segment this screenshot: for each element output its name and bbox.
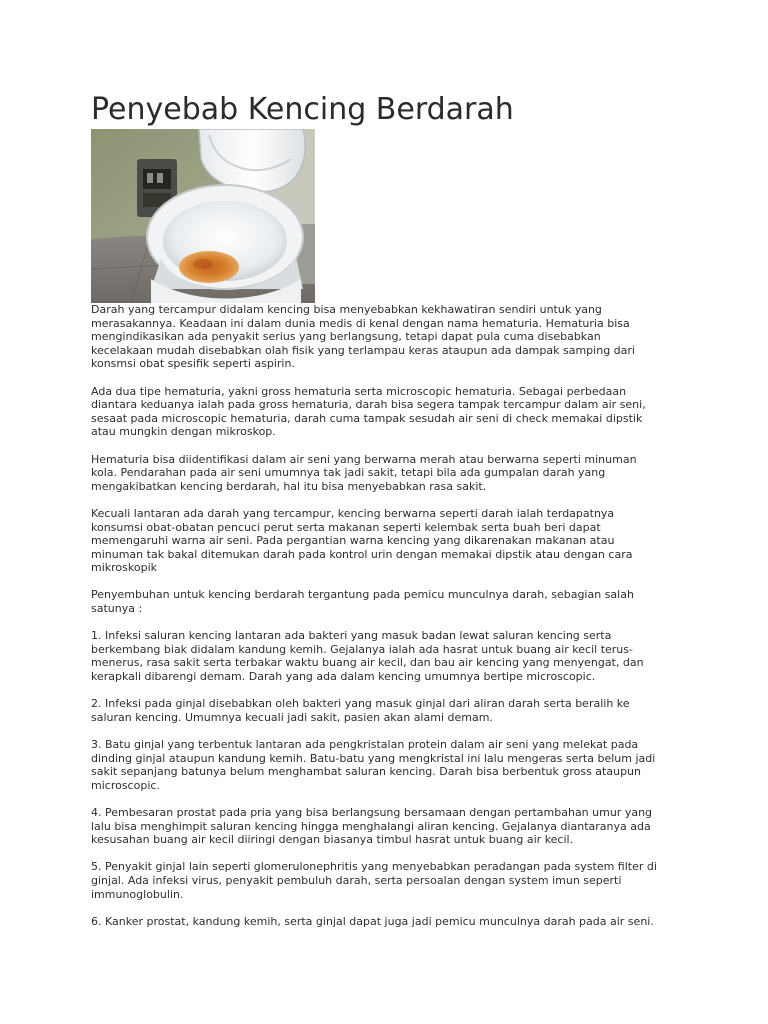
list-item: 4. Pembesaran prostat pada pria yang bisa berlangsung bersamaan dengan pertambahan umur yang lalu bisa menghimpit saluran kencing hingga menghalangi aliran kencing. Gejalanya diantaranya ada kesusahan buang air kecil diiringi dengan biasanya timbul hasrat untuk buang air kecil. bbox=[91, 805, 653, 847]
list-item: 6. Kanker prostat, kandung kemih, serta ginjal dapat juga jadi pemicu munculnya darah pada air seni. bbox=[91, 914, 654, 928]
list-item: 3. Batu ginjal yang terbentuk lantaran ada pengkristalan protein dalam air seni yang melekat pada dinding ginjal ataupun kandung kemih. Batu-batu yang mengkristal ini lalu mengeras serta belum jadi sakit sepanjang batunya belum menghambat saluran kencing. Darah bisa berbentuk gross ataupun microscopic. bbox=[91, 738, 656, 792]
list-item: 2. Infeksi pada ginjal disebabkan oleh bakteri yang masuk ginjal dari aliran darah serta beralih ke saluran kencing. Umumnya kecuali jadi sakit, pasien akan alami demam. bbox=[91, 697, 630, 724]
paragraph: Hematuria bisa diidentifikasi dalam air seni yang berwarna merah atau berwarna seperti minuman kola. Pendarahan pada air seni umumnya tak jadi sakit, tetapi bila ada gumpalan darah yang mengakibatkan kencing berdarah, hal itu bisa menyebabkan rasa sakit. bbox=[91, 452, 637, 493]
list-item: 5. Penyakit ginjal lain seperti glomerulonephritis yang menyebabkan peradangan pada system filter di ginjal. Ada infeksi virus, penyakit pembuluh darah, serta persoalan dengan system imun seperti immunoglobulin. bbox=[91, 860, 657, 901]
paragraph: Ada dua tipe hematuria, yakni gross hematuria serta microscopic hematuria. Sebagai perbedaan diantara keduanya ialah pada gross hematuria, darah bisa segera tampak tercampur dalam air seni, sesaat pada microscopic hematuria, darah cuma tampak sesudah air seni di check memakai dipstik atau mungkin dengan mikroskop. bbox=[91, 384, 646, 439]
paragraph: Darah yang tercampur didalam kencing bisa menyebabkan kekhawatiran sendiri untuk yang merasakannya. Keadaan ini dalam dunia medis di kenal dengan nama hematuria. Hematuria bisa mengindikasikan ada penyakit serius yang berlangsung, tetapi dapat pula cuma disebabkan kecelakaan mudah disebabkan olah fisik yang terlampau keras ataupun ada dampak samping dari konsmsi obat spesifik seperti aspirin. bbox=[91, 303, 635, 371]
article-body bbox=[91, 303, 681, 942]
paragraph: Penyembuhan untuk kencing berdarah tergantung pada pemicu munculnya darah, sebagian salah satunya : bbox=[91, 588, 634, 616]
toilet-photo bbox=[91, 129, 315, 303]
paragraph: Kecuali lantaran ada darah yang tercampur, kencing berwarna seperti darah ialah terdapatnya konsumsi obat-obatan pencuci perut serta makanan seperti kelembak serta buah beri dapat memengaruhi warna air seni. Pada pergantian warna kencing yang dikarenakan makanan atau minuman tak bakal ditemukan darah pada kontrol urin dengan memakai dipstik atau dengan cara mikroskopik bbox=[91, 506, 633, 575]
list-item: 1. Infeksi saluran kencing lantaran ada bakteri yang masuk badan lewat saluran kencing serta berkembang biak didalam kandung kemih. Gejalanya ialah ada hasrat untuk buang air kecil terus- menerus, rasa sakit serta terbakar waktu buang air kecil, dan bau air kencing yang menyengat, dan kerapkali dibarengi demam. Darah yang ada dalam kencing umumnya bertipe microscopic. bbox=[91, 629, 644, 684]
page-title: Penyebab Kencing Berdarah bbox=[91, 92, 514, 127]
